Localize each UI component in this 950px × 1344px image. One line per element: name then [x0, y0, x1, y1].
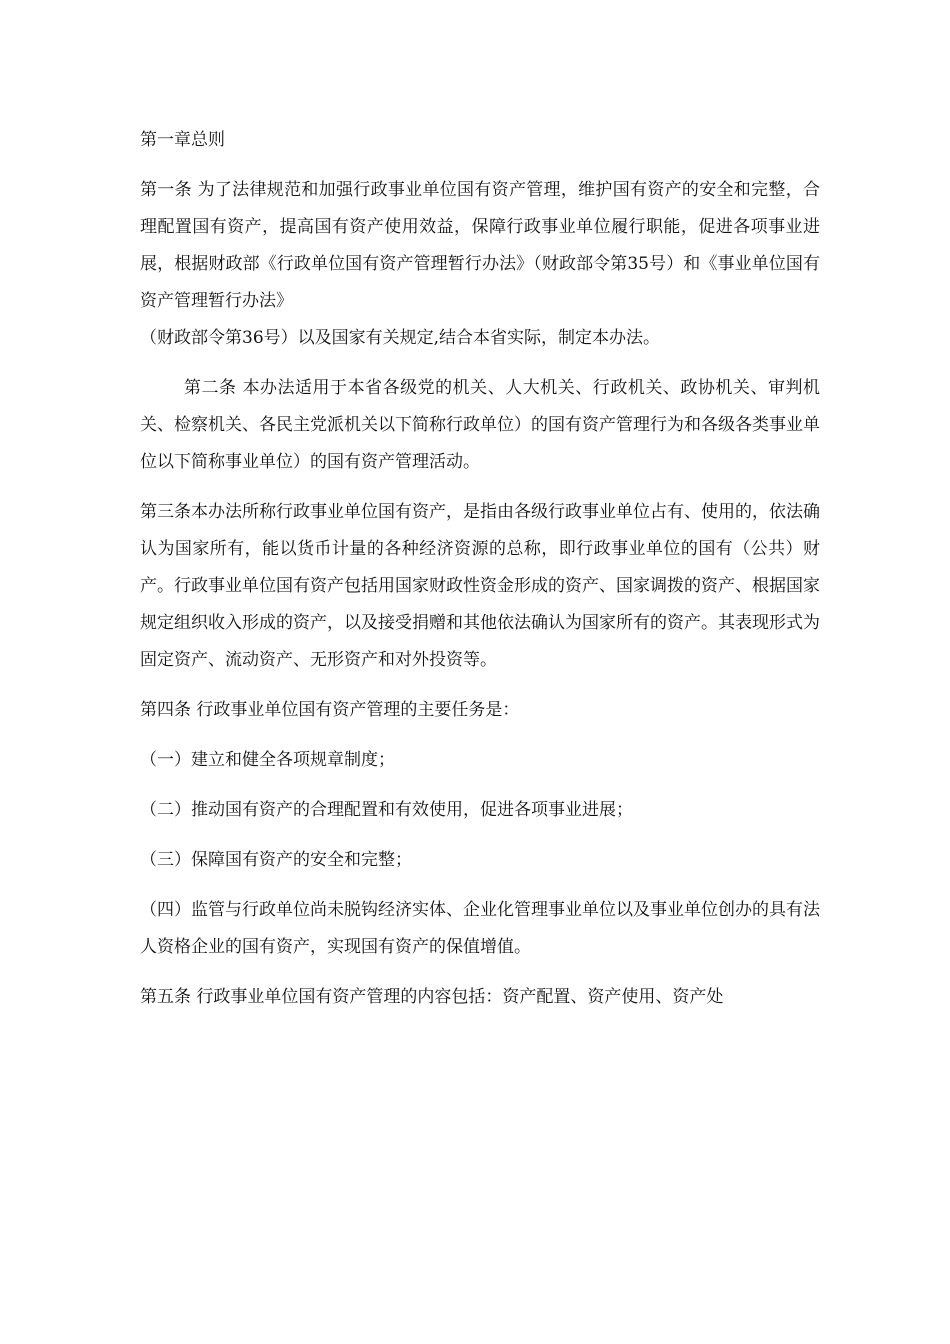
article-4-item-1: （一）建立和健全各项规章制度； [140, 750, 395, 770]
article-5: 第五条 行政事业单位国有资产管理的内容包括：资产配置、资产使用、资产处 [140, 987, 724, 1007]
article-1: 第一条 为了法律规范和加强行政事业单位国有资产管理，维护国有资产的安全和完整，合理配置国有资产，提高国有资产使用效益，保障行政事业单位履行职能，促进各项事业进展，根据财政部《行政单位国有资产管理暂行办法》（财政部令第35号）和《事业单位国有资产管理暂行办法》 [140, 180, 820, 311]
article-4-item-3: （三）保障国有资产的安全和完整； [140, 850, 412, 870]
chapter-heading: 第一章总则 [140, 130, 225, 150]
article-2: 第二条 本办法适用于本省各级党的机关、人大机关、行政机关、政协机关、审判机关、检察机关、各民主党派机关以下简称行政单位）的国有资产管理行为和各级各类事业单位以下简称事业单位）的国有资产管理活动。 [140, 378, 820, 472]
article-1-continuation: （财政部令第36号）以及国家有关规定,结合本省实际，制定本办法。 [140, 328, 661, 348]
article-4-item-4: （四）监管与行政单位尚未脱钩经济实体、企业化管理事业单位以及事业单位创办的具有法人资格企业的国有资产，实现国有资产的保值增值。 [140, 900, 820, 957]
article-3: 第三条本办法所称行政事业单位国有资产，是指由各级行政事业单位占有、使用的，依法确认为国家所有，能以货币计量的各种经济资源的总称，即行政事业单位的国有（公共）财产。行政事业单位国有资产包括用国家财政性资金形成的资产、国家调拨的资产、根据国家规定组织收入形成的资产，以及接受捐赠和其他依法确认为国家所有的资产。其表现形式为固定资产、流动资产、无形资产和对外投资等。 [140, 502, 820, 670]
article-4-item-2: （二）推动国有资产的合理配置和有效使用，促进各项事业进展； [140, 800, 633, 820]
document-body [140, 122, 820, 1016]
article-4: 第四条 行政事业单位国有资产管理的主要任务是： [140, 700, 520, 720]
